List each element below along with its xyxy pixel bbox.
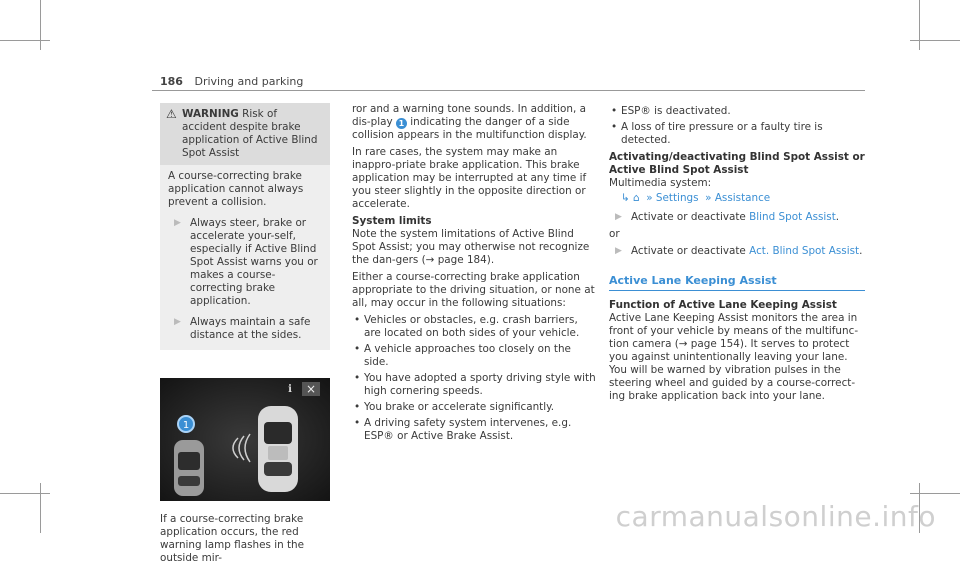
display-graphic [160, 378, 330, 501]
warning-icon: ⚠ [166, 107, 177, 121]
caption-text: If a course-correcting brake application occurs, the red warning lamp flashes in the outside mir- [160, 513, 305, 564]
list-item: • You brake or accelerate significantly. [352, 401, 597, 414]
section-title-lane-keeping: Active Lane Keeping Assist [609, 274, 865, 291]
subheading-activating: Activating/deactivating Blind Spot Assist or Active Blind Spot Assist [609, 151, 865, 176]
menu-path [609, 192, 865, 205]
menu-assistance: Assistance [714, 192, 771, 204]
crop-mark [40, 483, 41, 533]
text-run: ror and a warning tone sounds. In addition, a dis-play [352, 103, 586, 128]
subheading-system-limits: System limits [352, 215, 432, 227]
conditions-list [609, 105, 865, 147]
list-item: • Vehicles or obstacles, e.g. crash barriers, are located on both sides of your vehicle. [352, 314, 597, 340]
path-separator-icon: » [646, 192, 653, 204]
list-item: • You have adopted a sporty driving style with high cornering speeds. [352, 372, 597, 398]
own-vehicle [258, 406, 298, 492]
paragraph: Active Lane Keeping Assist monitors the area in front of your vehicle by means of the multifunc-tion camera (→ page 154). It serves to protect you against unintentionally leaving your lane. You will be warned by vibration pulses in the steering wheel and guided by a course-correct-ing brake application back into your lane. [609, 312, 859, 402]
step-item [609, 245, 865, 258]
paragraph: Note the system limitations of Active Blind Spot Assist; you may otherwise not recognize the dan-gers (→ page 184). [352, 228, 590, 266]
list-item: • A loss of tire pressure or a faulty tire is detected. [609, 121, 865, 147]
menu-active-blind-spot-assist: Act. Blind Spot Assist [749, 245, 860, 257]
limits-list [352, 314, 597, 443]
crop-mark [910, 40, 960, 41]
column-2 [352, 103, 597, 446]
step-item [609, 211, 865, 224]
list-item: • A driving safety system intervenes, e.g. ESP® or Active Brake Assist. [352, 417, 597, 443]
page-number: 186 [160, 75, 183, 88]
subheading-function: Function of Active Lane Keeping Assist [609, 299, 837, 311]
text-run: Activate or deactivate [631, 211, 746, 223]
crop-mark [40, 0, 41, 50]
section-name: Driving and parking [194, 75, 304, 88]
warning-label: WARNING [182, 108, 239, 120]
text-run: indicating the danger of a side collision appears in the multifunction display. [352, 116, 587, 141]
crop-mark [910, 493, 960, 494]
watermark: carmanualsonline.info [615, 500, 936, 533]
page-header [160, 75, 303, 88]
text-run: Activate or deactivate [631, 245, 746, 257]
paragraph: In rare cases, the system may make an inappro-priate brake application. This brake application may be interrupted at any time if you steer slightly in the opposite direction or accelerate. [352, 146, 587, 210]
marker-1-label: 1 [182, 420, 190, 431]
path-arrow-icon: ↳ [621, 192, 630, 204]
crop-mark [0, 493, 50, 494]
warning-body [160, 165, 330, 350]
warning-header [160, 103, 330, 165]
list-item: • ESP® is deactivated. [609, 105, 865, 118]
column-1 [160, 103, 330, 565]
list-item: • A vehicle approaches too closely on the side. [352, 343, 597, 369]
paragraph [352, 103, 597, 142]
header-rule [152, 90, 865, 91]
close-icon: × [305, 382, 317, 396]
warning-title: Risk of accident despite brake application of Active Blind Spot Assist [182, 108, 318, 159]
display-illustration [160, 378, 330, 501]
info-icon: i [288, 384, 292, 395]
menu-settings: Settings [655, 192, 699, 204]
crop-mark [919, 0, 920, 50]
home-icon: ⌂ [633, 192, 640, 204]
vehicle-left [174, 440, 204, 496]
text-run: . [859, 245, 863, 257]
menu-blind-spot-assist: Blind Spot Assist [749, 211, 836, 223]
paragraph: Either a course-correcting brake application appropriate to the driving situation, or none at all, may occur in the following situations: [352, 271, 595, 309]
warning-item: ▶ Always maintain a safe distance at the sides. [168, 316, 324, 342]
text-run: . [835, 211, 840, 223]
warning-box [160, 103, 330, 350]
path-separator-icon: » [705, 192, 712, 204]
warning-intro: A course-correcting brake application cannot always prevent a collision. [168, 170, 304, 208]
or-text: or [609, 228, 620, 240]
crop-mark [0, 40, 50, 41]
marker-1-icon: 1 [396, 118, 407, 129]
warning-item: ▶ Always steer, brake or accelerate your-self, especially if Active Blind Spot Assist warns you or makes a course-correcting brake application. [168, 217, 324, 308]
column-3 [609, 103, 865, 407]
multimedia-label: Multimedia system: [609, 177, 712, 189]
